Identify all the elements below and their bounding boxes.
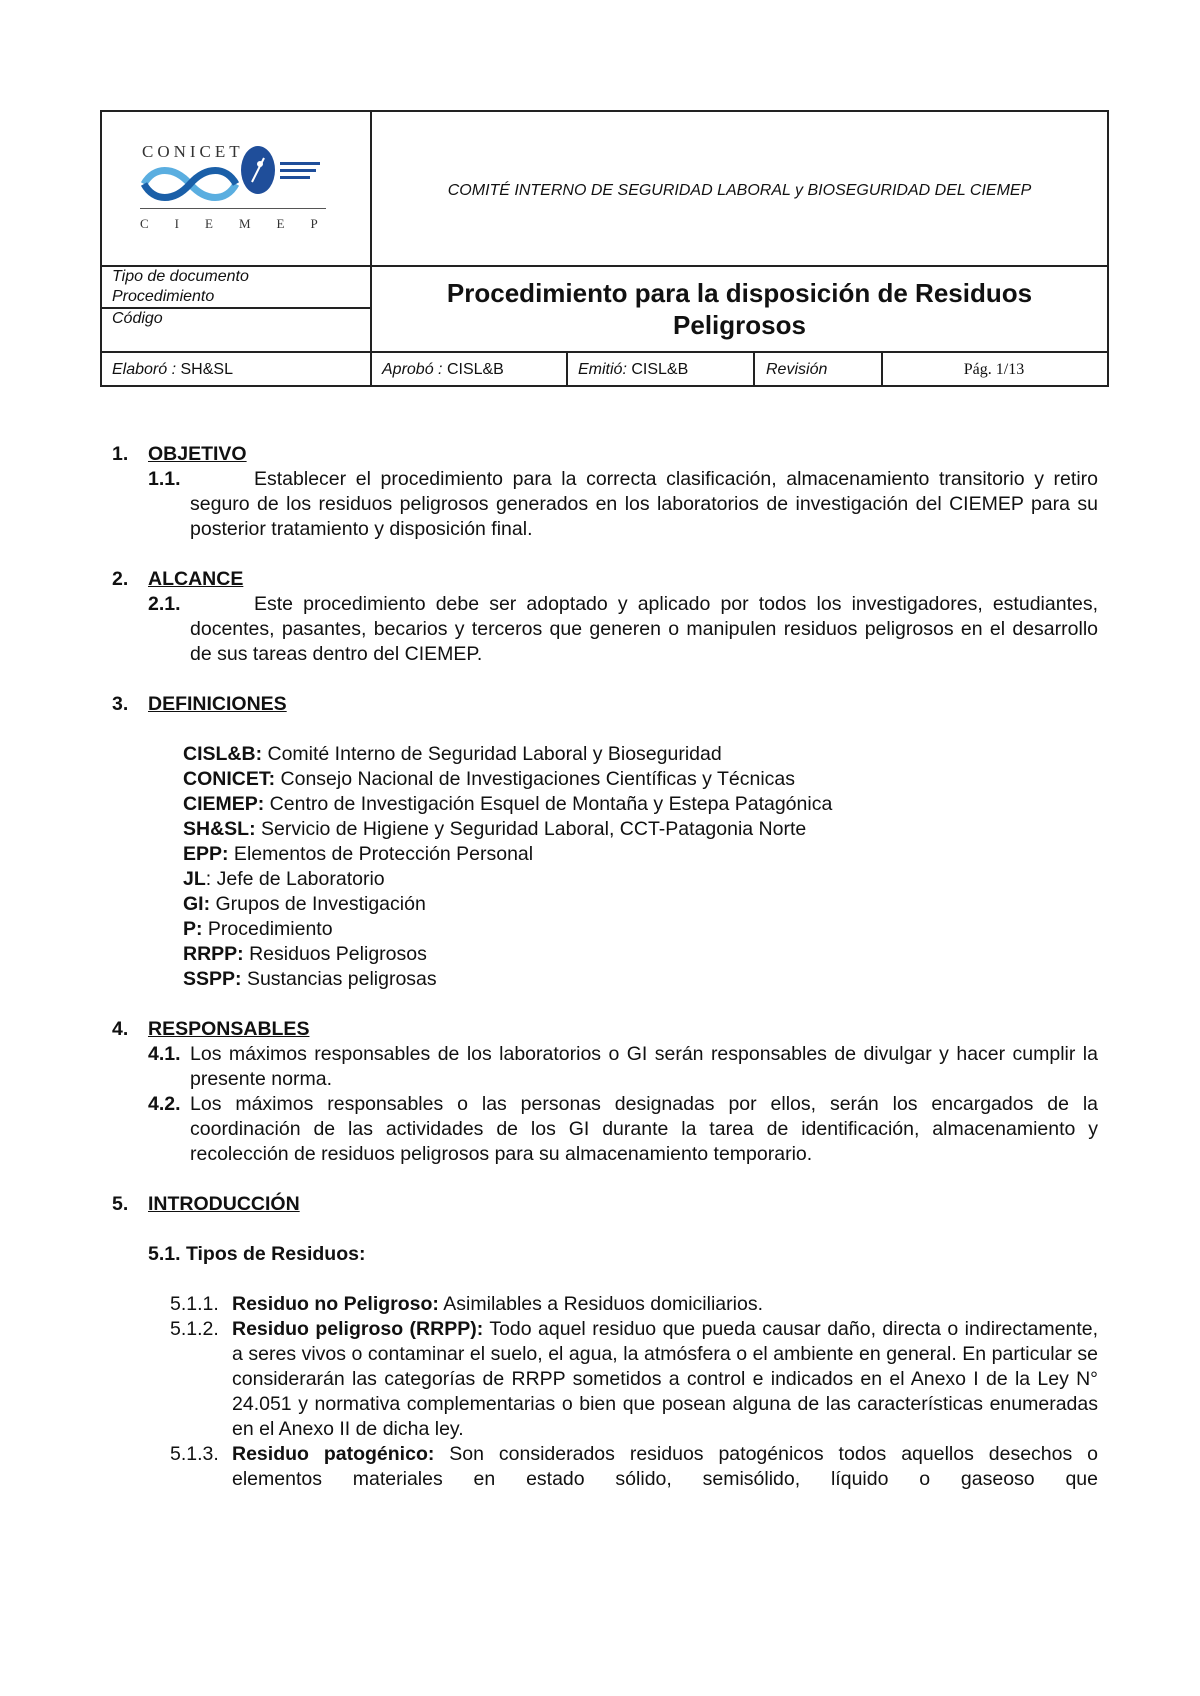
section-title: INTRODUCCIÓN bbox=[148, 1193, 300, 1215]
paragraph bbox=[112, 592, 1098, 667]
list-item bbox=[112, 1292, 1098, 1317]
code-label: Código bbox=[112, 310, 163, 327]
definition-term: SSPP: bbox=[183, 968, 242, 990]
ciemep-logo-text: CIEMEP bbox=[140, 216, 344, 231]
list-item bbox=[112, 1317, 1098, 1442]
aprobo-cell bbox=[382, 353, 562, 387]
divider bbox=[753, 351, 755, 387]
committee-name: COMITÉ INTERNO DE SEGURIDAD LABORAL y BIOSEGURIDAD DEL CIEMEP bbox=[447, 181, 1032, 199]
paragraph bbox=[112, 1092, 1098, 1167]
document-title: Procedimiento para la disposición de Residuos Peligrosos bbox=[446, 278, 1033, 340]
definition-term: CONICET: bbox=[183, 768, 276, 790]
definition-text: Centro de Investigación Esquel de Montaña y Estepa Patagónica bbox=[264, 793, 833, 815]
item-term: Residuo no Peligroso: bbox=[232, 1293, 439, 1315]
section-alcance bbox=[112, 567, 1098, 667]
item-term: Residuo peligroso (RRPP): bbox=[232, 1318, 484, 1340]
conicet-logo-text: CONICET bbox=[142, 142, 244, 161]
definition-term: EPP: bbox=[183, 843, 229, 865]
revision-label: Revisión bbox=[766, 361, 828, 378]
definition-item bbox=[183, 967, 1098, 992]
logo-rule bbox=[140, 208, 326, 209]
logo-cell bbox=[102, 112, 370, 265]
section-title: OBJETIVO bbox=[148, 443, 247, 465]
definition-text: Elementos de Protección Personal bbox=[228, 843, 534, 865]
subsection-title: 5.1. Tipos de Residuos: bbox=[148, 1243, 366, 1265]
emitio-value: CISL&B bbox=[631, 361, 689, 378]
page-number: Pág. 1/13 bbox=[963, 361, 1025, 378]
paragraph-text: Los máximos responsables o las personas designadas por ellos, serán los encargados de la coordinación de las actividades de los GI durante la tarea de identificación, almacenamiento y recolección de residuos peligrosos para su almacenamiento temporario. bbox=[190, 1093, 1098, 1165]
doc-type-label: Tipo de documento bbox=[112, 268, 249, 285]
definition-item bbox=[183, 842, 1098, 867]
doc-type-value: Procedimiento bbox=[112, 288, 215, 305]
section-introduccion bbox=[112, 1192, 1098, 1492]
definition-term: CISL&B: bbox=[183, 743, 263, 765]
section-number: 2. bbox=[112, 568, 129, 590]
definition-text: : Jefe de Laboratorio bbox=[205, 868, 385, 890]
paragraph-text: Este procedimiento debe ser adoptado y aplicado por todos los investigadores, estudiantes, docentes, pasantes, becarios y terceros que generen o manipulen residuos peligrosos en el desarrollo de sus tareas dentro del CIEMEP. bbox=[190, 593, 1098, 665]
paragraph bbox=[112, 467, 1098, 542]
elaboro-label: Elaboró : bbox=[112, 361, 177, 378]
definition-item bbox=[183, 792, 1098, 817]
item-number: 5.1.1. bbox=[170, 1293, 219, 1315]
definition-term: SH&SL: bbox=[183, 818, 256, 840]
emitio-label: Emitió: bbox=[578, 361, 627, 378]
paragraph-number: 4.1. bbox=[148, 1043, 181, 1065]
definition-item bbox=[183, 867, 1098, 892]
document-body bbox=[112, 442, 1098, 1492]
definition-term: GI: bbox=[183, 893, 211, 915]
item-text: Asimilables a Residuos domiciliarios. bbox=[438, 1293, 763, 1315]
doc-type-cell bbox=[112, 267, 368, 307]
conicet-logo-icon bbox=[140, 164, 240, 202]
definition-text: Residuos Peligrosos bbox=[243, 943, 427, 965]
elaboro-value: SH&SL bbox=[180, 361, 233, 378]
definition-item bbox=[183, 942, 1098, 967]
paragraph-number: 1.1. bbox=[148, 468, 181, 490]
paragraph-text: Establecer el procedimiento para la correcta clasificación, almacenamiento transitorio y retiro seguro de los residuos peligrosos generados en los laboratorios de investigación del CIEMEP para su posterior tratamiento y disposición final. bbox=[190, 468, 1098, 540]
item-number: 5.1.3. bbox=[170, 1443, 219, 1465]
document-header-table bbox=[100, 110, 1109, 387]
list-item bbox=[112, 1442, 1098, 1492]
item-text: Son considerados residuos patogénicos todos aquellos desechos o elementos materiales en estado sólido, semisólido, líquido o gaseoso que bbox=[232, 1443, 1099, 1490]
item-text: Todo aquel residuo que pueda causar daño, directa o indirectamente, a seres vivos o contaminar el suelo, el agua, la atmósfera o el ambiente en general. En particular se considerarán las categorías de RRPP sometidos a control e indicados en el Anexo I de la Ley N° 24.051 y normativa complementarias o bien que posean alguna de las características enumeradas en el Anexo II de dicha ley. bbox=[232, 1318, 1098, 1440]
section-objetivo bbox=[112, 442, 1098, 542]
definition-item bbox=[183, 767, 1098, 792]
definition-term: RRPP: bbox=[183, 943, 244, 965]
definition-text: Consejo Nacional de Investigaciones Científicas y Técnicas bbox=[275, 768, 796, 790]
section-responsables bbox=[112, 1017, 1098, 1167]
aprobo-value: CISL&B bbox=[446, 361, 504, 378]
emitio-cell bbox=[578, 353, 748, 387]
definition-item bbox=[183, 742, 1098, 767]
item-term: Residuo patogénico: bbox=[232, 1443, 435, 1465]
item-number: 5.1.2. bbox=[170, 1318, 219, 1340]
ciemep-seal-icon bbox=[238, 144, 328, 200]
paragraph-number: 4.2. bbox=[148, 1093, 181, 1115]
definitions-list bbox=[112, 742, 1098, 992]
definition-text: Comité Interno de Seguridad Laboral y Bioseguridad bbox=[262, 743, 722, 765]
definition-text: Sustancias peligrosas bbox=[241, 968, 437, 990]
section-title: RESPONSABLES bbox=[148, 1018, 310, 1040]
section-number: 3. bbox=[112, 693, 129, 715]
section-number: 5. bbox=[112, 1193, 129, 1215]
definition-text: Servicio de Higiene y Seguridad Laboral, CCT-Patagonia Norte bbox=[255, 818, 807, 840]
definition-term: CIEMEP: bbox=[183, 793, 265, 815]
paragraph-text: Los máximos responsables de los laboratorios o GI serán responsables de divulgar y hacer cumplir la presente norma. bbox=[190, 1043, 1098, 1090]
paragraph bbox=[112, 1042, 1098, 1092]
paragraph-number: 2.1. bbox=[148, 593, 181, 615]
definition-item bbox=[183, 892, 1098, 917]
definition-text: Grupos de Investigación bbox=[210, 893, 426, 915]
section-number: 4. bbox=[112, 1018, 129, 1040]
aprobo-label: Aprobó : bbox=[382, 361, 443, 378]
elaboro-cell bbox=[112, 353, 368, 387]
divider bbox=[370, 351, 372, 387]
definition-term: P: bbox=[183, 918, 203, 940]
definition-item bbox=[183, 917, 1098, 942]
divider bbox=[566, 351, 568, 387]
section-number: 1. bbox=[112, 443, 129, 465]
section-title: ALCANCE bbox=[148, 568, 244, 590]
definition-text: Procedimiento bbox=[202, 918, 333, 940]
definition-term: JL bbox=[183, 868, 206, 890]
section-definiciones bbox=[112, 692, 1098, 992]
section-title: DEFINICIONES bbox=[148, 693, 287, 715]
definition-item bbox=[183, 817, 1098, 842]
